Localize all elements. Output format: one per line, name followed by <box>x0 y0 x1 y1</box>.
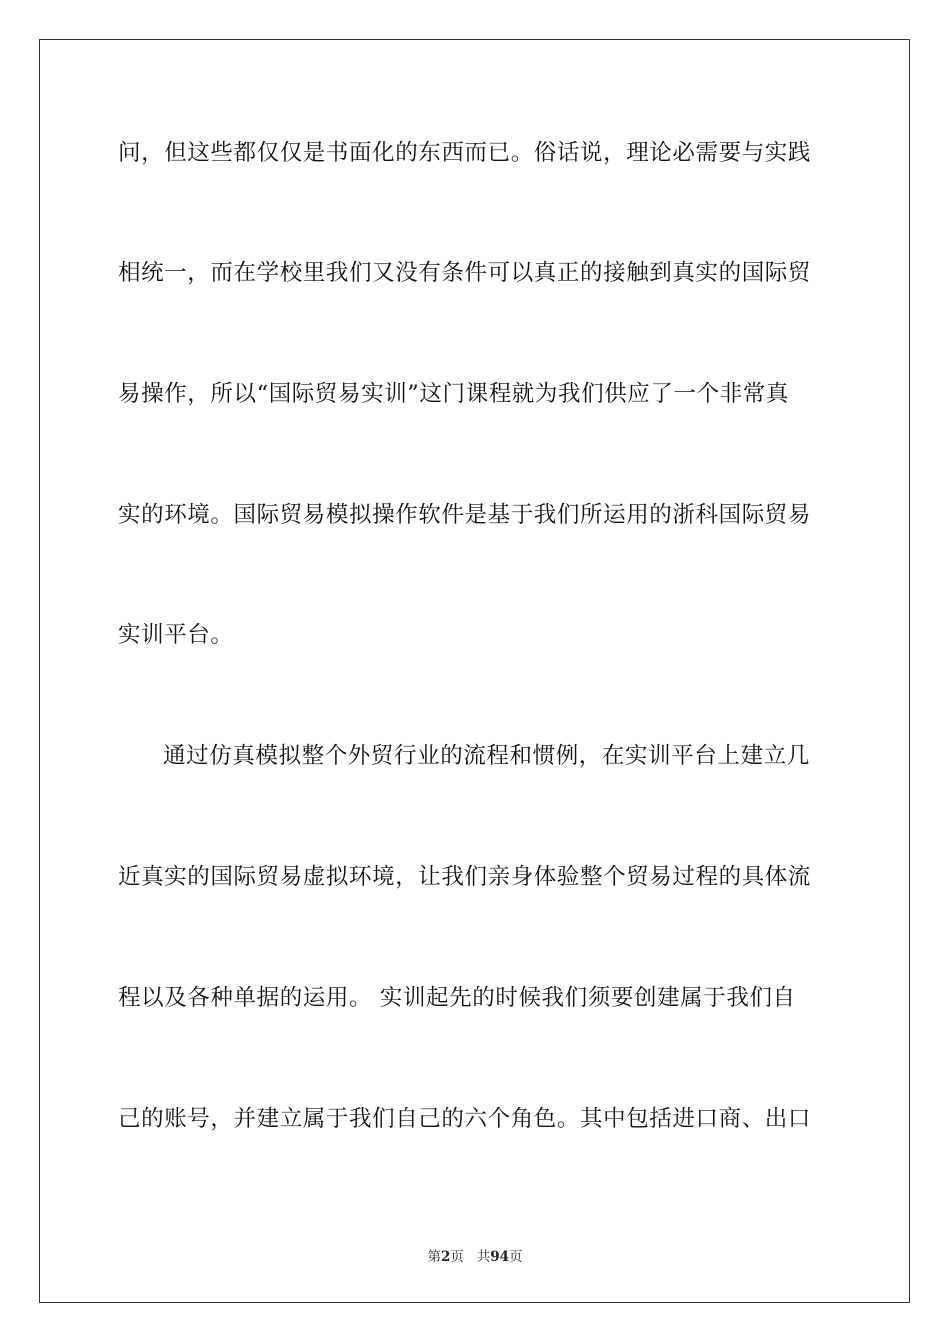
body-text-line-5: 实训平台。 <box>118 622 234 648</box>
body-text-line-9: 己的账号，并建立属于我们自己的六个角色。其中包括进口商、出口 <box>118 1106 812 1132</box>
page-footer <box>0 1248 950 1266</box>
footer-total-number: 94 <box>490 1249 510 1265</box>
body-text-line-1: 问，但这些都仅仅是书面化的东西而已。俗话说，理论必需要与实践 <box>118 140 812 166</box>
body-text-line-2: 相统一，而在学校里我们又没有条件可以真正的接触到真实的国际贸 <box>118 260 812 286</box>
footer-page-suffix: 页 <box>450 1249 464 1265</box>
body-text-line-7: 近真实的国际贸易虚拟环境，让我们亲身体验整个贸易过程的具体流 <box>118 864 812 890</box>
body-text-line-6: 通过仿真模拟整个外贸行业的流程和惯例，在实训平台上建立几 <box>163 743 810 769</box>
body-text-line-3: 易操作，所以“国际贸易实训”这门课程就为我们供应了一个非常真 <box>118 381 790 407</box>
body-text-line-4: 实的环境。国际贸易模拟操作软件是基于我们所运用的浙科国际贸易 <box>118 502 812 528</box>
footer-page-number: 2 <box>440 1249 451 1265</box>
footer-total-suffix: 页 <box>509 1249 523 1265</box>
body-text-line-8: 程以及各种单据的运用。 实训起先的时候我们须要创建属于我们自 <box>118 985 796 1011</box>
footer-page-prefix: 第 <box>427 1249 441 1265</box>
footer-total-prefix: 共 <box>476 1249 491 1265</box>
